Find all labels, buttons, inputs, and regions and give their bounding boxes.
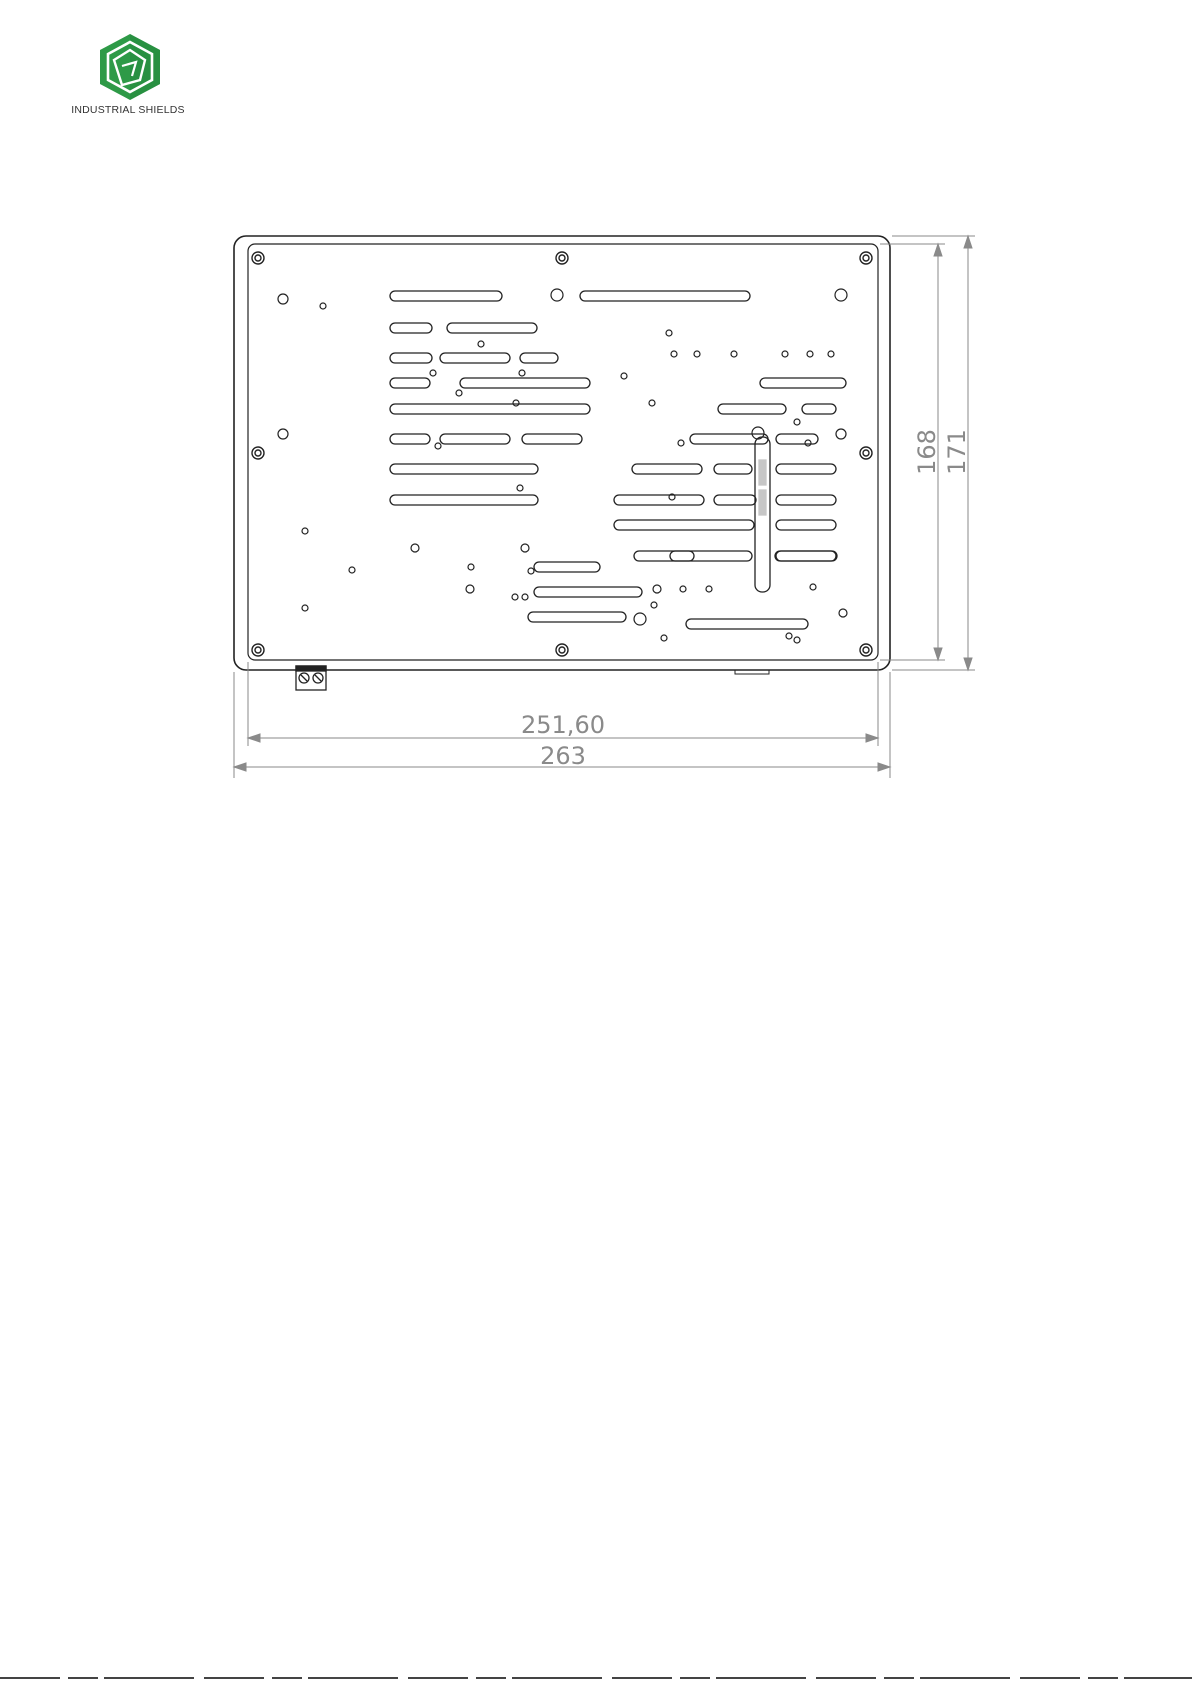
component-hole: [653, 585, 661, 593]
component-hole: [466, 585, 474, 593]
component-hole: [551, 289, 563, 301]
mounting-hole-inner: [863, 647, 869, 653]
vent-slot: [614, 495, 704, 505]
component-hole: [468, 564, 474, 570]
component-hole: [807, 351, 813, 357]
mounting-hole: [556, 252, 568, 264]
vent-slot: [460, 378, 590, 388]
vent-slot: [447, 323, 537, 333]
vent-slot: [440, 353, 510, 363]
vent-slot: [776, 551, 836, 561]
mounting-hole: [860, 644, 872, 656]
vent-slot: [528, 612, 626, 622]
component-hole: [671, 351, 677, 357]
vent-slot: [718, 404, 786, 414]
component-hole: [521, 544, 529, 552]
component-hole: [835, 289, 847, 301]
dimension-outer-width: 263: [540, 742, 586, 770]
component-hole: [794, 419, 800, 425]
component-hole: [782, 351, 788, 357]
component-hole: [430, 370, 436, 376]
component-hole: [517, 485, 523, 491]
vent-slot: [760, 378, 846, 388]
component-hole: [651, 602, 657, 608]
brand-name: INDUSTRIAL SHIELDS: [71, 104, 185, 116]
mounting-hole-inner: [255, 647, 261, 653]
vent-slot: [390, 495, 538, 505]
vent-slot: [714, 495, 756, 505]
component-hole: [522, 594, 528, 600]
vent-slot: [670, 551, 694, 561]
component-hole: [349, 567, 355, 573]
component-hole: [839, 609, 847, 617]
vent-slots: [390, 291, 846, 629]
vent-slot: [632, 464, 702, 474]
component-hole: [828, 351, 834, 357]
component-hole: [678, 440, 684, 446]
component-hole: [731, 351, 737, 357]
panel-outline: [234, 236, 890, 670]
component-hole: [786, 633, 792, 639]
vent-slot: [520, 353, 558, 363]
component-hole: [666, 330, 672, 336]
component-hole: [411, 544, 419, 552]
vent-slot: [776, 434, 818, 444]
component-hole: [320, 303, 326, 309]
mounting-hole: [252, 252, 264, 264]
component-hole: [694, 351, 700, 357]
component-hole: [794, 637, 800, 643]
vent-slot: [534, 562, 600, 572]
mounting-hole-inner: [255, 450, 261, 456]
mounting-hole: [252, 447, 264, 459]
mounting-hole: [556, 644, 568, 656]
dimension-lines: [234, 236, 975, 778]
vent-slot: [522, 434, 582, 444]
dimension-outer-height: 171: [943, 429, 971, 475]
mounting-hole: [860, 447, 872, 459]
dimension-inner-width: 251,60: [521, 711, 605, 739]
dimension-inner-height: 168: [913, 429, 941, 475]
vent-slot: [390, 291, 502, 301]
antenna-element: [755, 437, 770, 592]
component-hole: [528, 568, 534, 574]
vent-slot: [390, 378, 430, 388]
component-hole: [649, 400, 655, 406]
vent-slot: [390, 434, 430, 444]
mounting-hole-inner: [559, 647, 565, 653]
vent-slot: [534, 587, 642, 597]
vent-slot: [776, 520, 836, 530]
component-hole: [805, 440, 811, 446]
mounting-hole: [252, 644, 264, 656]
vent-slot: [390, 353, 432, 363]
component-hole: [512, 594, 518, 600]
footer-rule: [0, 1676, 1192, 1680]
vent-slot: [390, 404, 590, 414]
vent-slot: [776, 495, 836, 505]
mounting-hole-inner: [863, 255, 869, 261]
component-hole: [513, 400, 519, 406]
vent-slot: [390, 323, 432, 333]
component-hole: [302, 605, 308, 611]
vent-slot: [686, 619, 808, 629]
mounting-hole-inner: [255, 255, 261, 261]
terminal-connector: [296, 666, 326, 690]
vent-slot: [776, 464, 836, 474]
component-hole: [456, 390, 462, 396]
vent-slot: [440, 434, 510, 444]
mounting-hole-inner: [559, 255, 565, 261]
component-hole: [680, 586, 686, 592]
component-hole: [435, 443, 441, 449]
component-hole: [519, 370, 525, 376]
component-hole: [810, 584, 816, 590]
vent-slot: [714, 464, 752, 474]
component-hole: [706, 586, 712, 592]
mounting-hole: [860, 252, 872, 264]
mounting-hole-inner: [863, 450, 869, 456]
component-hole: [278, 429, 288, 439]
component-hole: [634, 613, 646, 625]
vent-slot: [775, 551, 837, 561]
mounting-holes: [252, 252, 872, 656]
component-hole: [621, 373, 627, 379]
vent-slot: [802, 404, 836, 414]
component-hole: [836, 429, 846, 439]
component-hole: [478, 341, 484, 347]
component-hole: [278, 294, 288, 304]
component-hole: [302, 528, 308, 534]
vent-slot: [614, 520, 754, 530]
vent-slot: [390, 464, 538, 474]
component-hole: [661, 635, 667, 641]
vent-slot: [580, 291, 750, 301]
